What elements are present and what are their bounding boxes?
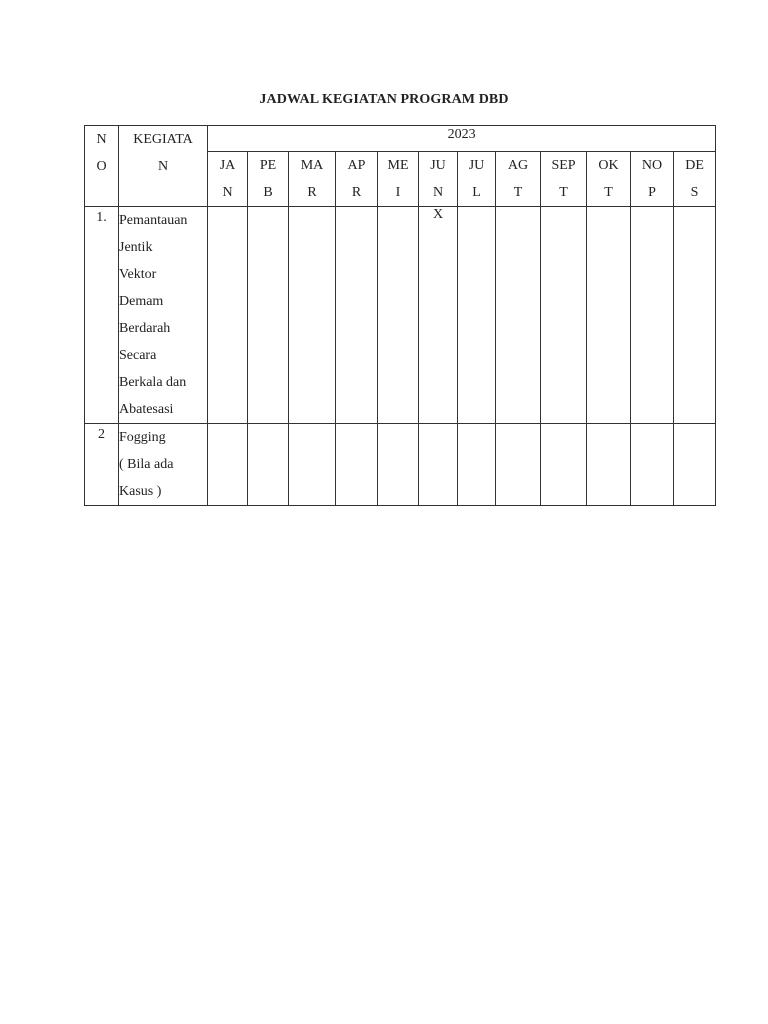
header-month-label: R bbox=[307, 185, 317, 200]
month-mark-cell bbox=[248, 207, 289, 424]
month-mark-cell bbox=[336, 207, 378, 424]
header-month-cell bbox=[208, 152, 248, 207]
activity-line: Vektor bbox=[119, 267, 157, 282]
activity-line: Secara bbox=[119, 348, 157, 363]
header-month-cell bbox=[289, 152, 336, 207]
header-month-label: SEP bbox=[551, 158, 576, 173]
header-month-cell bbox=[587, 152, 631, 207]
month-mark-cell bbox=[674, 207, 716, 424]
month-mark-cell bbox=[378, 207, 419, 424]
month-mark-cell bbox=[378, 424, 419, 506]
header-month-label: JU bbox=[468, 158, 485, 173]
header-month-cell bbox=[496, 152, 541, 207]
header-month-cell bbox=[336, 152, 378, 207]
header-no-cell bbox=[85, 126, 119, 207]
table-row bbox=[85, 207, 716, 424]
table-row bbox=[85, 424, 716, 506]
header-activity-line: KEGIATA bbox=[133, 132, 193, 147]
header-month-label: N bbox=[222, 185, 233, 200]
header-month-label: JU bbox=[430, 158, 446, 173]
row-number-text: 2 bbox=[98, 427, 105, 442]
header-month-label: DE bbox=[685, 158, 704, 173]
header-no-line: O bbox=[96, 159, 107, 174]
activity-line: Berdarah bbox=[119, 321, 171, 336]
header-month-label: JA bbox=[219, 158, 236, 173]
header-month-label: AG bbox=[507, 158, 529, 173]
header-month-cell bbox=[631, 152, 674, 207]
activity-line: Pemantauan bbox=[119, 213, 188, 228]
header-month-label: S bbox=[690, 185, 699, 200]
month-mark-cell bbox=[458, 207, 496, 424]
activity-line: Kasus ) bbox=[119, 484, 162, 499]
activity-cell bbox=[119, 424, 208, 506]
document-title: JADWAL KEGIATAN PROGRAM DBD bbox=[259, 92, 509, 107]
month-mark-cell bbox=[496, 207, 541, 424]
header-month-label: PE bbox=[259, 158, 277, 173]
activity-line: Berkala dan bbox=[119, 375, 187, 390]
month-mark-cell bbox=[541, 207, 587, 424]
header-month-cell bbox=[378, 152, 419, 207]
header-row-year bbox=[85, 126, 716, 152]
header-month-label: N bbox=[432, 185, 444, 200]
header-month-label: I bbox=[395, 185, 401, 200]
header-month-cell bbox=[419, 152, 458, 207]
activity-line: Fogging bbox=[119, 430, 166, 445]
header-month-cell bbox=[674, 152, 716, 207]
header-month-label: R bbox=[351, 185, 362, 200]
month-mark-cell bbox=[631, 424, 674, 506]
month-mark-cell bbox=[289, 207, 336, 424]
header-year: 2023 bbox=[208, 126, 716, 152]
row-number bbox=[85, 424, 119, 506]
activity-line: Demam bbox=[119, 294, 164, 309]
month-mark-cell bbox=[587, 207, 631, 424]
row-number-text: 1. bbox=[96, 210, 107, 225]
header-month-label: ME bbox=[387, 158, 409, 173]
activity-line: Abatesasi bbox=[119, 402, 174, 417]
month-mark-cell: X bbox=[419, 207, 458, 424]
month-mark-cell bbox=[458, 424, 496, 506]
header-month-label: OK bbox=[598, 158, 619, 173]
header-month-cell bbox=[541, 152, 587, 207]
month-mark-cell bbox=[208, 424, 248, 506]
header-month-label: L bbox=[472, 185, 481, 200]
month-mark-cell bbox=[336, 424, 378, 506]
header-no-line: N bbox=[96, 132, 107, 147]
header-activity-line: N bbox=[157, 159, 169, 174]
header-month-cell bbox=[248, 152, 289, 207]
month-mark-cell bbox=[587, 424, 631, 506]
header-month-label: MA bbox=[300, 158, 324, 173]
month-mark-cell bbox=[208, 207, 248, 424]
activity-line: Jentik bbox=[119, 240, 153, 255]
header-month-label: T bbox=[604, 185, 613, 200]
header-month-label: NO bbox=[641, 158, 663, 173]
header-month-label: P bbox=[648, 185, 656, 200]
header-month-label: T bbox=[513, 185, 523, 200]
month-mark-cell bbox=[289, 424, 336, 506]
schedule-table bbox=[84, 125, 716, 506]
header-activity-cell bbox=[119, 126, 208, 207]
month-mark-cell bbox=[419, 424, 458, 506]
header-month-label: T bbox=[559, 185, 568, 200]
header-month-label: B bbox=[263, 185, 273, 200]
month-mark-cell bbox=[248, 424, 289, 506]
month-mark-cell bbox=[541, 424, 587, 506]
schedule-table-body bbox=[85, 126, 716, 506]
month-mark-cell bbox=[631, 207, 674, 424]
activity-cell bbox=[119, 207, 208, 424]
header-month-cell bbox=[458, 152, 496, 207]
row-number bbox=[85, 207, 119, 424]
header-month-label: AP bbox=[347, 158, 366, 173]
month-mark-cell bbox=[674, 424, 716, 506]
month-mark-cell bbox=[496, 424, 541, 506]
activity-line: ( Bila ada bbox=[119, 457, 174, 472]
